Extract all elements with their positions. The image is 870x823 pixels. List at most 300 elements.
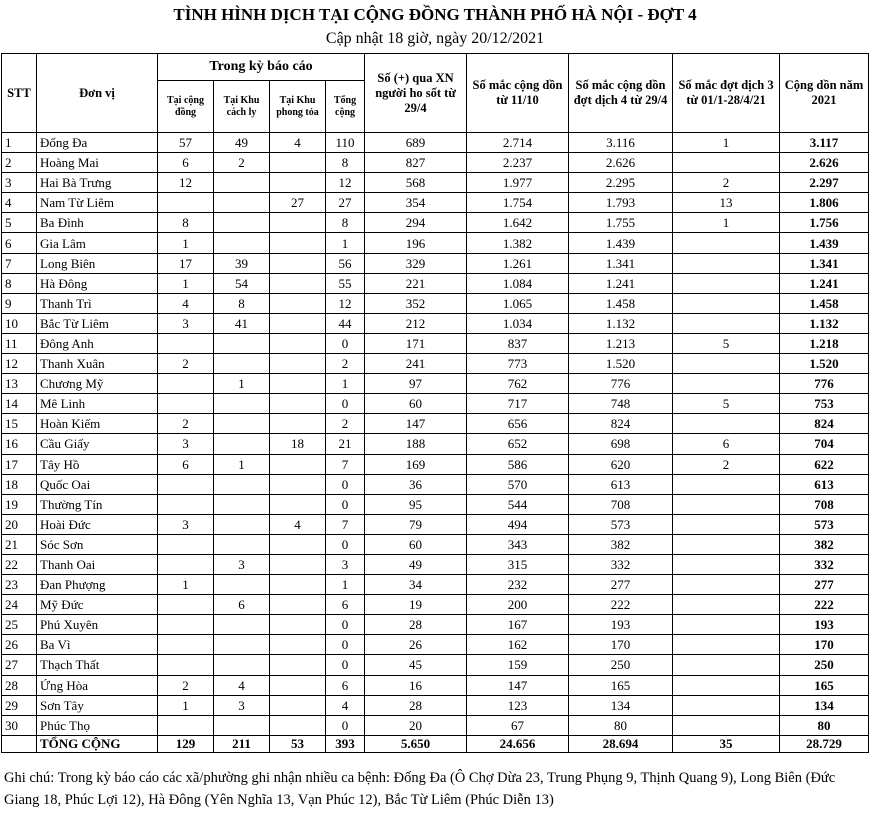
cell-cum-1110: 1.261 <box>467 253 569 273</box>
table-row <box>2 333 869 353</box>
cell-community: 2 <box>158 354 214 374</box>
cell-unit: Hoài Đức <box>37 514 158 534</box>
cell-wave3 <box>673 474 780 494</box>
header-stt: STT <box>2 54 37 133</box>
cell-unit: Phú Xuyên <box>37 615 158 635</box>
cell-lockdown: 18 <box>270 434 326 454</box>
cell-quarantine <box>214 575 270 595</box>
cell-community <box>158 374 214 394</box>
cell-wave3: 5 <box>673 333 780 353</box>
cell-cum-wave4: 193 <box>569 615 673 635</box>
cell-cum-2021: 277 <box>780 575 869 595</box>
total-screening: 5.650 <box>365 735 467 752</box>
cell-cum-1110: 1.084 <box>467 273 569 293</box>
cell-wave3 <box>673 414 780 434</box>
cell-cum-1110: 147 <box>467 675 569 695</box>
table-row <box>2 715 869 735</box>
cell-wave3 <box>673 293 780 313</box>
cell-cum-1110: 67 <box>467 715 569 735</box>
cell-period-total: 0 <box>326 715 365 735</box>
cell-unit: Thường Tín <box>37 494 158 514</box>
cell-cum-wave4: 332 <box>569 554 673 574</box>
cell-lockdown <box>270 615 326 635</box>
cell-community <box>158 394 214 414</box>
table-row <box>2 514 869 534</box>
cell-cum-wave4: 1.755 <box>569 213 673 233</box>
header-period-total: Tổng cộng <box>326 81 365 133</box>
table-row <box>2 434 869 454</box>
cell-quarantine <box>214 233 270 253</box>
cell-unit: Sóc Sơn <box>37 534 158 554</box>
total-cum-1110: 24.656 <box>467 735 569 752</box>
cell-cum-wave4: 1.439 <box>569 233 673 253</box>
cell-cum-2021: 622 <box>780 454 869 474</box>
cell-screening: 97 <box>365 374 467 394</box>
cell-cum-2021: 613 <box>780 474 869 494</box>
cell-screening: 45 <box>365 655 467 675</box>
table-row <box>2 173 869 193</box>
cell-community <box>158 494 214 514</box>
cell-cum-1110: 2.237 <box>467 153 569 173</box>
cell-cum-wave4: 1.241 <box>569 273 673 293</box>
cell-quarantine <box>214 514 270 534</box>
cell-quarantine <box>214 333 270 353</box>
cell-unit: Sơn Tây <box>37 695 158 715</box>
cell-stt: 10 <box>2 313 37 333</box>
cell-cum-wave4: 80 <box>569 715 673 735</box>
cell-quarantine <box>214 354 270 374</box>
cell-community <box>158 595 214 615</box>
cell-cum-1110: 773 <box>467 354 569 374</box>
cell-cum-1110: 2.714 <box>467 133 569 153</box>
cell-cum-wave4: 776 <box>569 374 673 394</box>
cell-community <box>158 333 214 353</box>
cell-screening: 329 <box>365 253 467 273</box>
cell-quarantine: 39 <box>214 253 270 273</box>
cell-lockdown: 4 <box>270 133 326 153</box>
cell-quarantine <box>214 635 270 655</box>
cell-cum-1110: 494 <box>467 514 569 534</box>
cell-cum-1110: 837 <box>467 333 569 353</box>
cell-screening: 20 <box>365 715 467 735</box>
cell-screening: 169 <box>365 454 467 474</box>
cell-community: 4 <box>158 293 214 313</box>
table-row <box>2 394 869 414</box>
cell-period-total: 7 <box>326 454 365 474</box>
cell-cum-wave4: 708 <box>569 494 673 514</box>
cell-stt: 2 <box>2 153 37 173</box>
cell-unit: Gia Lâm <box>37 233 158 253</box>
cell-cum-wave4: 1.213 <box>569 333 673 353</box>
cell-screening: 294 <box>365 213 467 233</box>
cell-community <box>158 554 214 574</box>
cell-cum-2021: 708 <box>780 494 869 514</box>
cell-wave3 <box>673 575 780 595</box>
cell-stt: 30 <box>2 715 37 735</box>
cell-screening: 28 <box>365 695 467 715</box>
cell-cum-1110: 159 <box>467 655 569 675</box>
cell-cum-wave4: 2.626 <box>569 153 673 173</box>
cell-cum-1110: 162 <box>467 635 569 655</box>
total-row <box>2 735 869 752</box>
report-note: Ghi chú: Trong kỳ báo cáo các xã/phường ghi nhận nhiều ca bệnh: Đống Đa (Ô Chợ Dừa 23, Trung Phụng 9, Thịnh Quang 9), Long Biên (Đức Giang 18, Phúc Lợi 12), Hà Đông (Yên Nghĩa 13, Vạn Phúc 12), Bắc Từ Liêm (Phúc Diễn 13) <box>4 770 836 808</box>
table-row <box>2 293 869 313</box>
cell-screening: 60 <box>365 394 467 414</box>
cell-quarantine <box>214 213 270 233</box>
cell-lockdown <box>270 233 326 253</box>
cell-unit: Chương Mỹ <box>37 374 158 394</box>
cell-cum-wave4: 748 <box>569 394 673 414</box>
cell-cum-wave4: 1.793 <box>569 193 673 213</box>
total-period: 393 <box>326 735 365 752</box>
cell-unit: Hoàn Kiếm <box>37 414 158 434</box>
cell-lockdown <box>270 494 326 514</box>
cell-unit: Thanh Trì <box>37 293 158 313</box>
cell-community <box>158 534 214 554</box>
cell-cum-2021: 1.458 <box>780 293 869 313</box>
cell-lockdown <box>270 313 326 333</box>
cell-period-total: 1 <box>326 233 365 253</box>
cell-period-total: 1 <box>326 575 365 595</box>
table-row <box>2 494 869 514</box>
cell-cum-1110: 652 <box>467 434 569 454</box>
report-title: TÌNH HÌNH DỊCH TẠI CỘNG ĐỒNG THÀNH PHỐ HÀ NỘI - ĐỢT 4 <box>173 5 697 24</box>
cell-cum-wave4: 698 <box>569 434 673 454</box>
cell-community: 2 <box>158 675 214 695</box>
cell-cum-2021: 704 <box>780 434 869 454</box>
total-stt-cell <box>2 735 37 752</box>
cell-cum-2021: 824 <box>780 414 869 434</box>
cell-screening: 28 <box>365 615 467 635</box>
cell-screening: 241 <box>365 354 467 374</box>
cell-cum-1110: 1.382 <box>467 233 569 253</box>
cell-community <box>158 615 214 635</box>
cell-stt: 14 <box>2 394 37 414</box>
cell-period-total: 0 <box>326 494 365 514</box>
cell-unit: Thanh Oai <box>37 554 158 574</box>
table-row <box>2 313 869 333</box>
table-header <box>2 54 869 133</box>
cell-cum-1110: 762 <box>467 374 569 394</box>
cell-unit: Thanh Xuân <box>37 354 158 374</box>
cell-stt: 24 <box>2 595 37 615</box>
cell-period-total: 0 <box>326 394 365 414</box>
cell-lockdown: 4 <box>270 514 326 534</box>
total-cum-2021: 28.729 <box>780 735 869 752</box>
cell-stt: 18 <box>2 474 37 494</box>
cell-screening: 689 <box>365 133 467 153</box>
cell-period-total: 4 <box>326 695 365 715</box>
cell-cum-1110: 1.977 <box>467 173 569 193</box>
cell-wave3 <box>673 374 780 394</box>
cell-lockdown: 27 <box>270 193 326 213</box>
cell-cum-wave4: 824 <box>569 414 673 434</box>
cell-community <box>158 474 214 494</box>
cell-cum-2021: 1.218 <box>780 333 869 353</box>
table-row <box>2 233 869 253</box>
cell-community: 12 <box>158 173 214 193</box>
table-row <box>2 615 869 635</box>
cell-lockdown <box>270 354 326 374</box>
cell-unit: Mỹ Đức <box>37 595 158 615</box>
cell-unit: Mê Linh <box>37 394 158 414</box>
cell-stt: 9 <box>2 293 37 313</box>
cell-lockdown <box>270 575 326 595</box>
cell-cum-1110: 717 <box>467 394 569 414</box>
cell-wave3 <box>673 554 780 574</box>
cell-community <box>158 193 214 213</box>
table-row <box>2 695 869 715</box>
cell-screening: 147 <box>365 414 467 434</box>
cell-cum-wave4: 134 <box>569 695 673 715</box>
cell-cum-1110: 200 <box>467 595 569 615</box>
header-cum-wave4: Số mắc cộng dồn đợt dịch 4 từ 29/4 <box>569 54 673 133</box>
cell-cum-1110: 586 <box>467 454 569 474</box>
cell-quarantine: 3 <box>214 554 270 574</box>
cell-screening: 79 <box>365 514 467 534</box>
cell-stt: 22 <box>2 554 37 574</box>
total-wave3: 35 <box>673 735 780 752</box>
cell-community: 3 <box>158 514 214 534</box>
cell-cum-2021: 250 <box>780 655 869 675</box>
cell-stt: 21 <box>2 534 37 554</box>
cell-stt: 26 <box>2 635 37 655</box>
cell-stt: 3 <box>2 173 37 193</box>
cell-cum-2021: 1.520 <box>780 354 869 374</box>
cell-lockdown <box>270 293 326 313</box>
cell-unit: Hoàng Mai <box>37 153 158 173</box>
cell-screening: 16 <box>365 675 467 695</box>
cell-quarantine <box>214 414 270 434</box>
cell-lockdown <box>270 153 326 173</box>
table-row <box>2 253 869 273</box>
cell-stt: 1 <box>2 133 37 153</box>
cell-lockdown <box>270 333 326 353</box>
header-quarantine: Tại Khu cách ly <box>214 81 270 133</box>
cell-lockdown <box>270 534 326 554</box>
cell-quarantine: 4 <box>214 675 270 695</box>
cell-cum-wave4: 382 <box>569 534 673 554</box>
total-community: 129 <box>158 735 214 752</box>
cell-period-total: 8 <box>326 213 365 233</box>
cell-period-total: 44 <box>326 313 365 333</box>
cell-unit: Phúc Thọ <box>37 715 158 735</box>
cell-lockdown <box>270 414 326 434</box>
cell-cum-1110: 1.034 <box>467 313 569 333</box>
cell-cum-wave4: 1.520 <box>569 354 673 374</box>
table-body <box>2 133 869 736</box>
cell-cum-1110: 167 <box>467 615 569 635</box>
cell-cum-2021: 2.297 <box>780 173 869 193</box>
table-row <box>2 595 869 615</box>
cell-stt: 25 <box>2 615 37 635</box>
cell-wave3 <box>673 494 780 514</box>
cell-wave3: 13 <box>673 193 780 213</box>
cell-period-total: 0 <box>326 655 365 675</box>
cell-period-total: 12 <box>326 173 365 193</box>
cell-period-total: 6 <box>326 675 365 695</box>
cell-quarantine: 1 <box>214 374 270 394</box>
header-lockdown: Tại Khu phong tỏa <box>270 81 326 133</box>
cell-community: 3 <box>158 313 214 333</box>
header-unit: Đơn vị <box>37 54 158 133</box>
cell-wave3 <box>673 253 780 273</box>
cell-unit: Bắc Từ Liêm <box>37 313 158 333</box>
cell-unit: Ứng Hòa <box>37 675 158 695</box>
cell-wave3 <box>673 233 780 253</box>
cell-wave3: 5 <box>673 394 780 414</box>
cell-cum-2021: 776 <box>780 374 869 394</box>
cell-screening: 36 <box>365 474 467 494</box>
cell-wave3 <box>673 313 780 333</box>
cell-period-total: 21 <box>326 434 365 454</box>
cell-stt: 27 <box>2 655 37 675</box>
cell-community: 1 <box>158 273 214 293</box>
cell-cum-wave4: 170 <box>569 635 673 655</box>
total-label: TỔNG CỘNG <box>37 735 158 752</box>
cell-cum-wave4: 573 <box>569 514 673 534</box>
cell-cum-wave4: 1.458 <box>569 293 673 313</box>
cell-stt: 6 <box>2 233 37 253</box>
cell-stt: 13 <box>2 374 37 394</box>
cell-screening: 49 <box>365 554 467 574</box>
cell-community: 8 <box>158 213 214 233</box>
cell-lockdown <box>270 253 326 273</box>
cell-period-total: 0 <box>326 635 365 655</box>
table-row <box>2 675 869 695</box>
table-row <box>2 133 869 153</box>
cell-quarantine: 2 <box>214 153 270 173</box>
cell-screening: 196 <box>365 233 467 253</box>
cell-lockdown <box>270 554 326 574</box>
cell-quarantine: 41 <box>214 313 270 333</box>
cell-period-total: 8 <box>326 153 365 173</box>
total-lockdown: 53 <box>270 735 326 752</box>
cell-period-total: 0 <box>326 333 365 353</box>
table-row <box>2 554 869 574</box>
cell-lockdown <box>270 273 326 293</box>
cell-lockdown <box>270 675 326 695</box>
cell-lockdown <box>270 635 326 655</box>
cell-cum-2021: 3.117 <box>780 133 869 153</box>
cell-lockdown <box>270 374 326 394</box>
cell-cum-wave4: 620 <box>569 454 673 474</box>
cell-period-total: 27 <box>326 193 365 213</box>
header-cum-1110: Số mắc cộng dồn từ 11/10 <box>467 54 569 133</box>
cell-cum-1110: 1.642 <box>467 213 569 233</box>
table-row <box>2 193 869 213</box>
cell-wave3 <box>673 514 780 534</box>
total-cum-wave4: 28.694 <box>569 735 673 752</box>
cell-quarantine <box>214 474 270 494</box>
cell-quarantine: 8 <box>214 293 270 313</box>
cell-cum-1110: 123 <box>467 695 569 715</box>
cell-wave3 <box>673 354 780 374</box>
header-period-group: Trong kỳ báo cáo <box>158 54 365 81</box>
cell-cum-1110: 544 <box>467 494 569 514</box>
cell-stt: 19 <box>2 494 37 514</box>
table-footer <box>2 735 869 752</box>
cell-quarantine <box>214 534 270 554</box>
cell-screening: 568 <box>365 173 467 193</box>
cell-unit: Cầu Giấy <box>37 434 158 454</box>
cell-unit: Ba Đình <box>37 213 158 233</box>
cell-wave3: 6 <box>673 434 780 454</box>
cell-cum-2021: 332 <box>780 554 869 574</box>
cell-unit: Đông Anh <box>37 333 158 353</box>
table-row <box>2 575 869 595</box>
cell-screening: 212 <box>365 313 467 333</box>
header-wave3: Số mắc đợt dịch 3 từ 01/1-28/4/21 <box>673 54 780 133</box>
cell-community <box>158 635 214 655</box>
table-row <box>2 454 869 474</box>
cell-cum-wave4: 277 <box>569 575 673 595</box>
cell-stt: 28 <box>2 675 37 695</box>
cell-cum-1110: 315 <box>467 554 569 574</box>
cell-unit: Long Biên <box>37 253 158 273</box>
cell-stt: 20 <box>2 514 37 534</box>
cell-quarantine <box>214 655 270 675</box>
cell-cum-2021: 382 <box>780 534 869 554</box>
cell-wave3: 1 <box>673 213 780 233</box>
cell-cum-2021: 573 <box>780 514 869 534</box>
cell-stt: 17 <box>2 454 37 474</box>
cell-period-total: 2 <box>326 354 365 374</box>
cell-quarantine: 49 <box>214 133 270 153</box>
cell-cum-wave4: 2.295 <box>569 173 673 193</box>
header-screening: Số (+) qua XN người ho sốt từ 29/4 <box>365 54 467 133</box>
cell-screening: 827 <box>365 153 467 173</box>
cell-wave3 <box>673 615 780 635</box>
cell-quarantine <box>214 394 270 414</box>
cell-cum-1110: 232 <box>467 575 569 595</box>
table-row <box>2 273 869 293</box>
table-row <box>2 374 869 394</box>
cell-screening: 60 <box>365 534 467 554</box>
cell-community: 6 <box>158 454 214 474</box>
cell-screening: 221 <box>365 273 467 293</box>
cell-screening: 352 <box>365 293 467 313</box>
cell-stt: 12 <box>2 354 37 374</box>
header-community: Tại cộng đồng <box>158 81 214 133</box>
cell-unit: Tây Hồ <box>37 454 158 474</box>
cell-cum-2021: 170 <box>780 635 869 655</box>
cell-cum-1110: 570 <box>467 474 569 494</box>
cell-screening: 354 <box>365 193 467 213</box>
cell-unit: Hai Bà Trưng <box>37 173 158 193</box>
cell-cum-wave4: 250 <box>569 655 673 675</box>
cell-period-total: 56 <box>326 253 365 273</box>
table-row <box>2 213 869 233</box>
cell-cum-1110: 656 <box>467 414 569 434</box>
cell-unit: Nam Từ Liêm <box>37 193 158 213</box>
table-row <box>2 635 869 655</box>
cell-stt: 7 <box>2 253 37 273</box>
cell-community: 17 <box>158 253 214 273</box>
cell-cum-1110: 1.754 <box>467 193 569 213</box>
report-subtitle: Cập nhật 18 giờ, ngày 20/12/2021 <box>325 30 545 47</box>
cell-wave3 <box>673 655 780 675</box>
cell-lockdown <box>270 394 326 414</box>
cell-stt: 8 <box>2 273 37 293</box>
cell-cum-1110: 1.065 <box>467 293 569 313</box>
cell-stt: 4 <box>2 193 37 213</box>
cell-cum-2021: 134 <box>780 695 869 715</box>
cell-unit: Đống Đa <box>37 133 158 153</box>
cell-cum-wave4: 3.116 <box>569 133 673 153</box>
cell-period-total: 7 <box>326 514 365 534</box>
cell-stt: 23 <box>2 575 37 595</box>
